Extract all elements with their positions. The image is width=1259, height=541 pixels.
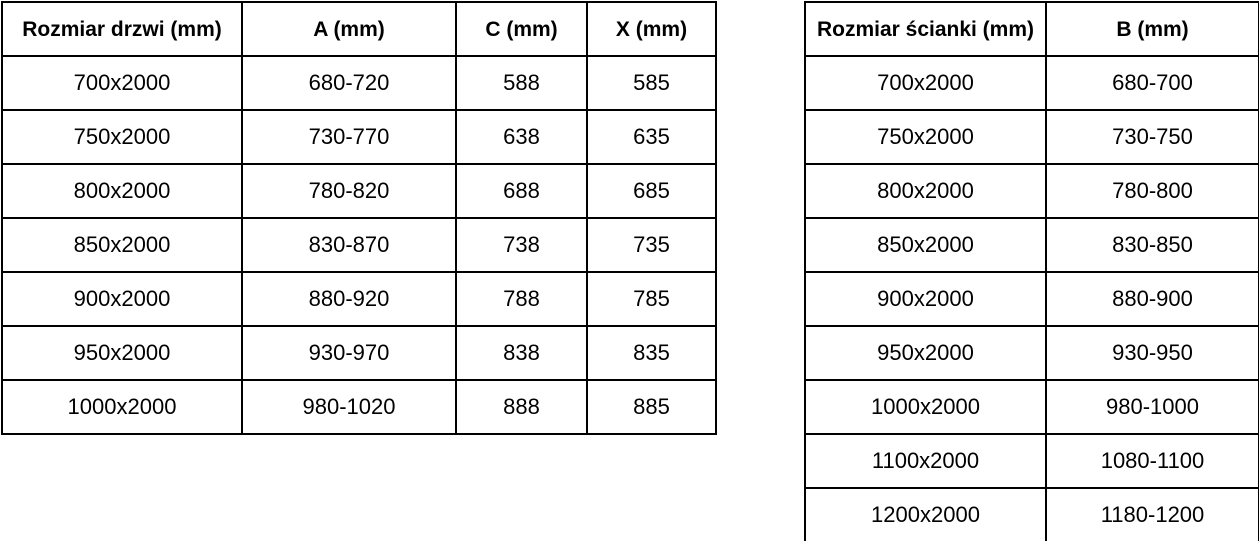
table-cell: 738 [456, 218, 587, 272]
table-cell: 830-870 [242, 218, 456, 272]
table-cell: 980-1020 [242, 380, 456, 434]
table-cell: 585 [587, 56, 716, 110]
wall-size-table [804, 1, 1259, 541]
table-row [805, 488, 1259, 541]
table-cell: 888 [456, 380, 587, 434]
table-row [2, 326, 716, 380]
table-cell: 1000x2000 [805, 380, 1046, 434]
table-cell: 835 [587, 326, 716, 380]
table-cell: 680-700 [1046, 56, 1259, 110]
table-cell: 1200x2000 [805, 488, 1046, 541]
table-cell: 780-820 [242, 164, 456, 218]
table-cell: 900x2000 [2, 272, 242, 326]
table-cell: 638 [456, 110, 587, 164]
table-cell: 880-920 [242, 272, 456, 326]
door-table-header-row [2, 2, 716, 56]
table-cell: 830-850 [1046, 218, 1259, 272]
table-cell: 950x2000 [805, 326, 1046, 380]
table-cell: 685 [587, 164, 716, 218]
column-header-rozmiar-scianki: Rozmiar ścianki (mm) [805, 2, 1046, 56]
table-row [805, 218, 1259, 272]
table-cell: 1180-1200 [1046, 488, 1259, 541]
table-row [805, 164, 1259, 218]
door-size-table [1, 1, 717, 435]
table-cell: 800x2000 [805, 164, 1046, 218]
table-row [2, 164, 716, 218]
table-row [2, 218, 716, 272]
table-cell: 838 [456, 326, 587, 380]
table-cell: 800x2000 [2, 164, 242, 218]
column-header-c: C (mm) [456, 2, 587, 56]
table-cell: 680-720 [242, 56, 456, 110]
table-cell: 688 [456, 164, 587, 218]
table-cell: 1100x2000 [805, 434, 1046, 488]
table-row [805, 326, 1259, 380]
table-cell: 730-770 [242, 110, 456, 164]
table-cell: 930-950 [1046, 326, 1259, 380]
table-row [2, 380, 716, 434]
table-cell: 635 [587, 110, 716, 164]
column-header-x: X (mm) [587, 2, 716, 56]
table-row [805, 110, 1259, 164]
table-cell: 588 [456, 56, 587, 110]
table-cell: 900x2000 [805, 272, 1046, 326]
table-cell: 785 [587, 272, 716, 326]
table-row [2, 272, 716, 326]
table-cell: 780-800 [1046, 164, 1259, 218]
table-row [805, 272, 1259, 326]
table-cell: 730-750 [1046, 110, 1259, 164]
table-row [805, 380, 1259, 434]
column-header-b: B (mm) [1046, 2, 1259, 56]
table-cell: 700x2000 [805, 56, 1046, 110]
table-cell: 950x2000 [2, 326, 242, 380]
table-cell: 880-900 [1046, 272, 1259, 326]
table-cell: 788 [456, 272, 587, 326]
table-cell: 850x2000 [2, 218, 242, 272]
table-cell: 850x2000 [805, 218, 1046, 272]
table-cell: 750x2000 [2, 110, 242, 164]
table-cell: 1080-1100 [1046, 434, 1259, 488]
table-row [805, 434, 1259, 488]
table-row [2, 56, 716, 110]
table-cell: 700x2000 [2, 56, 242, 110]
table-cell: 750x2000 [805, 110, 1046, 164]
column-header-a: A (mm) [242, 2, 456, 56]
table-cell: 980-1000 [1046, 380, 1259, 434]
table-cell: 1000x2000 [2, 380, 242, 434]
column-header-rozmiar-drzwi: Rozmiar drzwi (mm) [2, 2, 242, 56]
table-row [805, 56, 1259, 110]
wall-table-header-row [805, 2, 1259, 56]
table-row [2, 110, 716, 164]
table-cell: 930-970 [242, 326, 456, 380]
table-cell: 735 [587, 218, 716, 272]
table-cell: 885 [587, 380, 716, 434]
